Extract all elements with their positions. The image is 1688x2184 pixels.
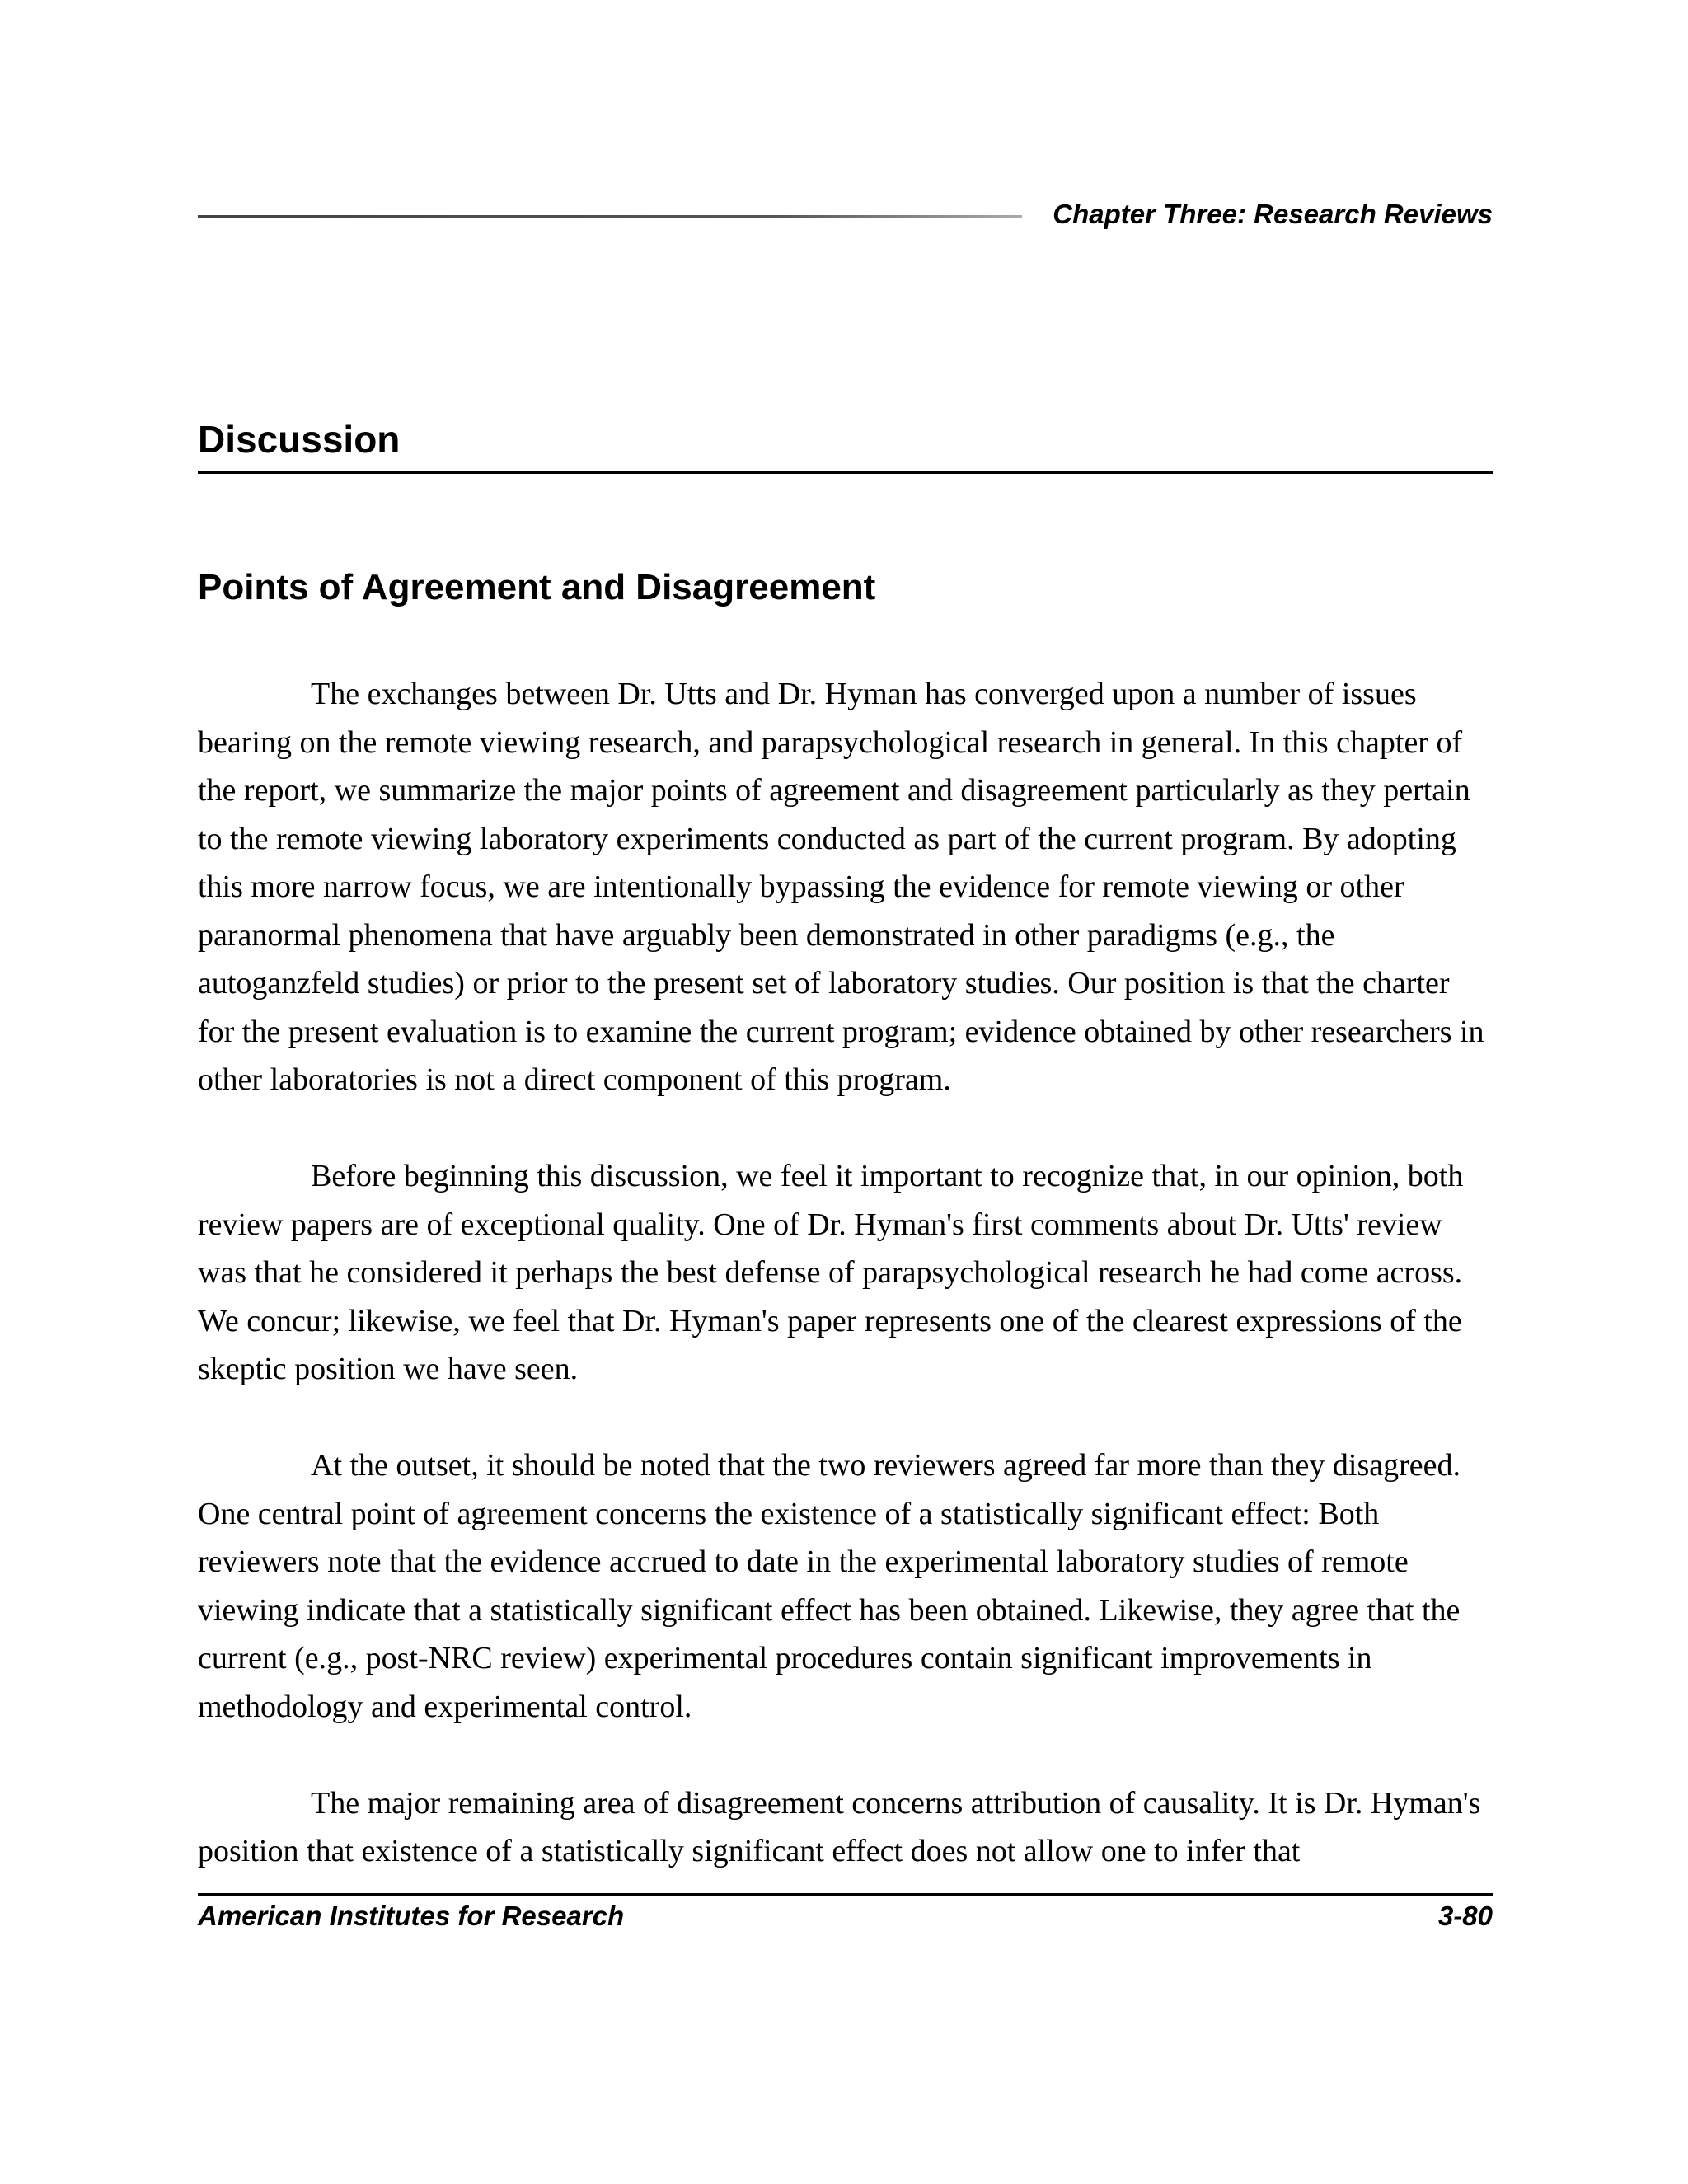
paragraph-3: At the outset, it should be noted that the two reviewers agreed far more than they disagreed. One central point of agreement concerns the existence of a statistically significant effect: Both reviewers note that the evidence accrued to date in the experimental laboratory studies of remote viewing indicate that a statistically significant effect has been obtained. Likewise, they agree that the current (e.g., post-NRC review) experimental procedures contain significant improvements in methodology and experimental control. — [198, 1448, 1461, 1724]
header-rule — [198, 215, 1022, 218]
page-number: 3-80 — [1437, 1900, 1493, 1931]
subsection-title: Points of Agreement and Disagreement — [198, 567, 876, 607]
body-text — [198, 670, 1493, 1876]
footer-rule — [198, 1893, 1493, 1896]
section-rule — [198, 471, 1493, 474]
running-header: Chapter Three: Research Reviews — [1053, 199, 1493, 229]
paragraph-1: The exchanges between Dr. Utts and Dr. Hyman has converged upon a number of issues bearing on the remote viewing research, and parapsychological research in general. In this chapter of the report, we summarize the major points of agreement and disagreement particularly as they pertain to the remote viewing laboratory experiments conducted as part of the current program. By adopting this more narrow focus, we are intentionally bypassing the evidence for remote viewing or other paranormal phenomena that have arguably been demonstrated in other paradigms (e.g., the autoganzfeld studies) or prior to the present set of laboratory studies. Our position is that the charter for the present evaluation is to examine the current program; evidence obtained by other researchers in other laboratories is not a direct component of this program. — [198, 677, 1484, 1097]
paragraph-4: The major remaining area of disagreement concerns attribution of causality. It is Dr. Hyman's position that existence of a statistically significant effect does not allow one to infer that — [198, 1785, 1481, 1868]
paragraph-2: Before beginning this discussion, we feel it important to recognize that, in our opinion, both review papers are of exceptional quality. One of Dr. Hyman's first comments about Dr. Utts' review was that he considered it perhaps the best defense of parapsychological research he had come across. We concur; likewise, we feel that Dr. Hyman's paper represents one of the clearest expressions of the skeptic position we have seen. — [198, 1159, 1464, 1386]
section-title: Discussion — [198, 418, 401, 461]
footer-organization: American Institutes for Research — [198, 1900, 625, 1931]
